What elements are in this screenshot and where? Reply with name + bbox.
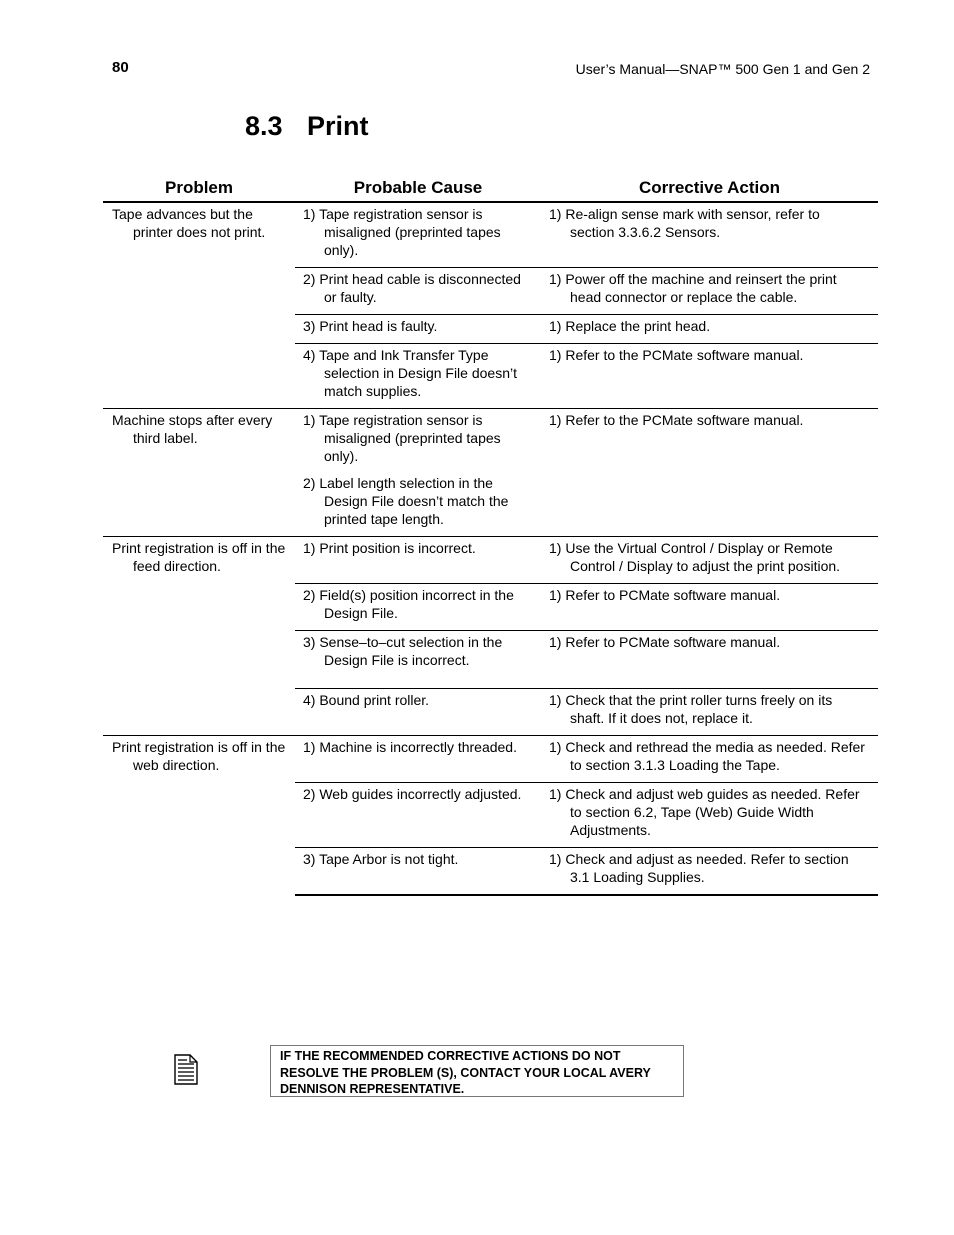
action-cell: 1) Refer to PCMate software manual. <box>541 631 878 689</box>
action-cell: 1) Re-align sense mark with sensor, refer to section 3.3.6.2 Sensors. <box>541 202 878 268</box>
action-cell: 1) Refer to the PCMate software manual. <box>541 344 878 409</box>
action-cell: 1) Refer to PCMate software manual. <box>541 584 878 631</box>
section-title: Print <box>307 111 369 141</box>
section-heading <box>245 111 369 142</box>
cause-cell: 2) Web guides incorrectly adjusted. <box>295 783 541 848</box>
section-number: 8.3 <box>245 111 283 141</box>
page-number: 80 <box>112 59 129 76</box>
running-header: User’s Manual—SNAP™ 500 Gen 1 and Gen 2 <box>575 61 870 77</box>
header-probable-cause: Probable Cause <box>295 174 541 202</box>
problem-cell: Tape advances but the printer does not print. <box>103 202 295 409</box>
cause-cell: 1) Print position is incorrect. <box>295 537 541 584</box>
note-box: IF THE RECOMMENDED CORRECTIVE ACTIONS DO NOT RESOLVE THE PROBLEM (S), CONTACT YOUR LOCAL AVERY DENNISON REPRESENTATIVE. <box>270 1045 684 1097</box>
cause-cell: 3) Print head is faulty. <box>295 315 541 344</box>
cause-cell: 3) Tape Arbor is not tight. <box>295 848 541 896</box>
cause-cell: 3) Sense–to–cut selection in the Design File is incorrect. <box>295 631 541 689</box>
action-cell: 1) Power off the machine and reinsert the print head connector or replace the cable. <box>541 268 878 315</box>
note-document-icon <box>174 1054 198 1085</box>
cause-cell: 4) Bound print roller. <box>295 689 541 736</box>
cause-cell: 4) Tape and Ink Transfer Type selection in Design File doesn’t match supplies. <box>295 344 541 409</box>
action-cell: 1) Check and rethread the media as needed. Refer to section 3.1.3 Loading the Tape. <box>541 736 878 783</box>
header-corrective-action: Corrective Action <box>541 174 878 202</box>
cause-cell: 2) Field(s) position incorrect in the Design File. <box>295 584 541 631</box>
cause-cell: 2) Print head cable is disconnected or faulty. <box>295 268 541 315</box>
problem-cell: Print registration is off in the web direction. <box>103 736 295 896</box>
table-header-row <box>103 174 878 202</box>
cause-cell: 1) Machine is incorrectly threaded. <box>295 736 541 783</box>
cause-cell: 1) Tape registration sensor is misaligned (preprinted tapes only). 2) Label length selection in the Design File doesn’t match the printed tape length. <box>295 409 541 537</box>
troubleshooting-table <box>103 174 878 896</box>
header-problem: Problem <box>103 174 295 202</box>
cause-cell: 1) Tape registration sensor is misaligned (preprinted tapes only). <box>295 202 541 268</box>
table-row <box>103 202 878 268</box>
action-cell: 1) Check that the print roller turns freely on its shaft. If it does not, replace it. <box>541 689 878 736</box>
table-row <box>103 736 878 783</box>
action-cell: 1) Replace the print head. <box>541 315 878 344</box>
action-cell: 1) Check and adjust web guides as needed. Refer to section 6.2, Tape (Web) Guide Width Adjustments. <box>541 783 878 848</box>
problem-cell: Print registration is off in the feed direction. <box>103 537 295 736</box>
problem-cell: Machine stops after every third label. <box>103 409 295 537</box>
table-row <box>103 409 878 537</box>
action-cell: 1) Check and adjust as needed. Refer to section 3.1 Loading Supplies. <box>541 848 878 896</box>
action-cell: 1) Use the Virtual Control / Display or Remote Control / Display to adjust the print position. <box>541 537 878 584</box>
table-row <box>103 537 878 584</box>
action-cell: 1) Refer to the PCMate software manual. <box>541 409 878 537</box>
